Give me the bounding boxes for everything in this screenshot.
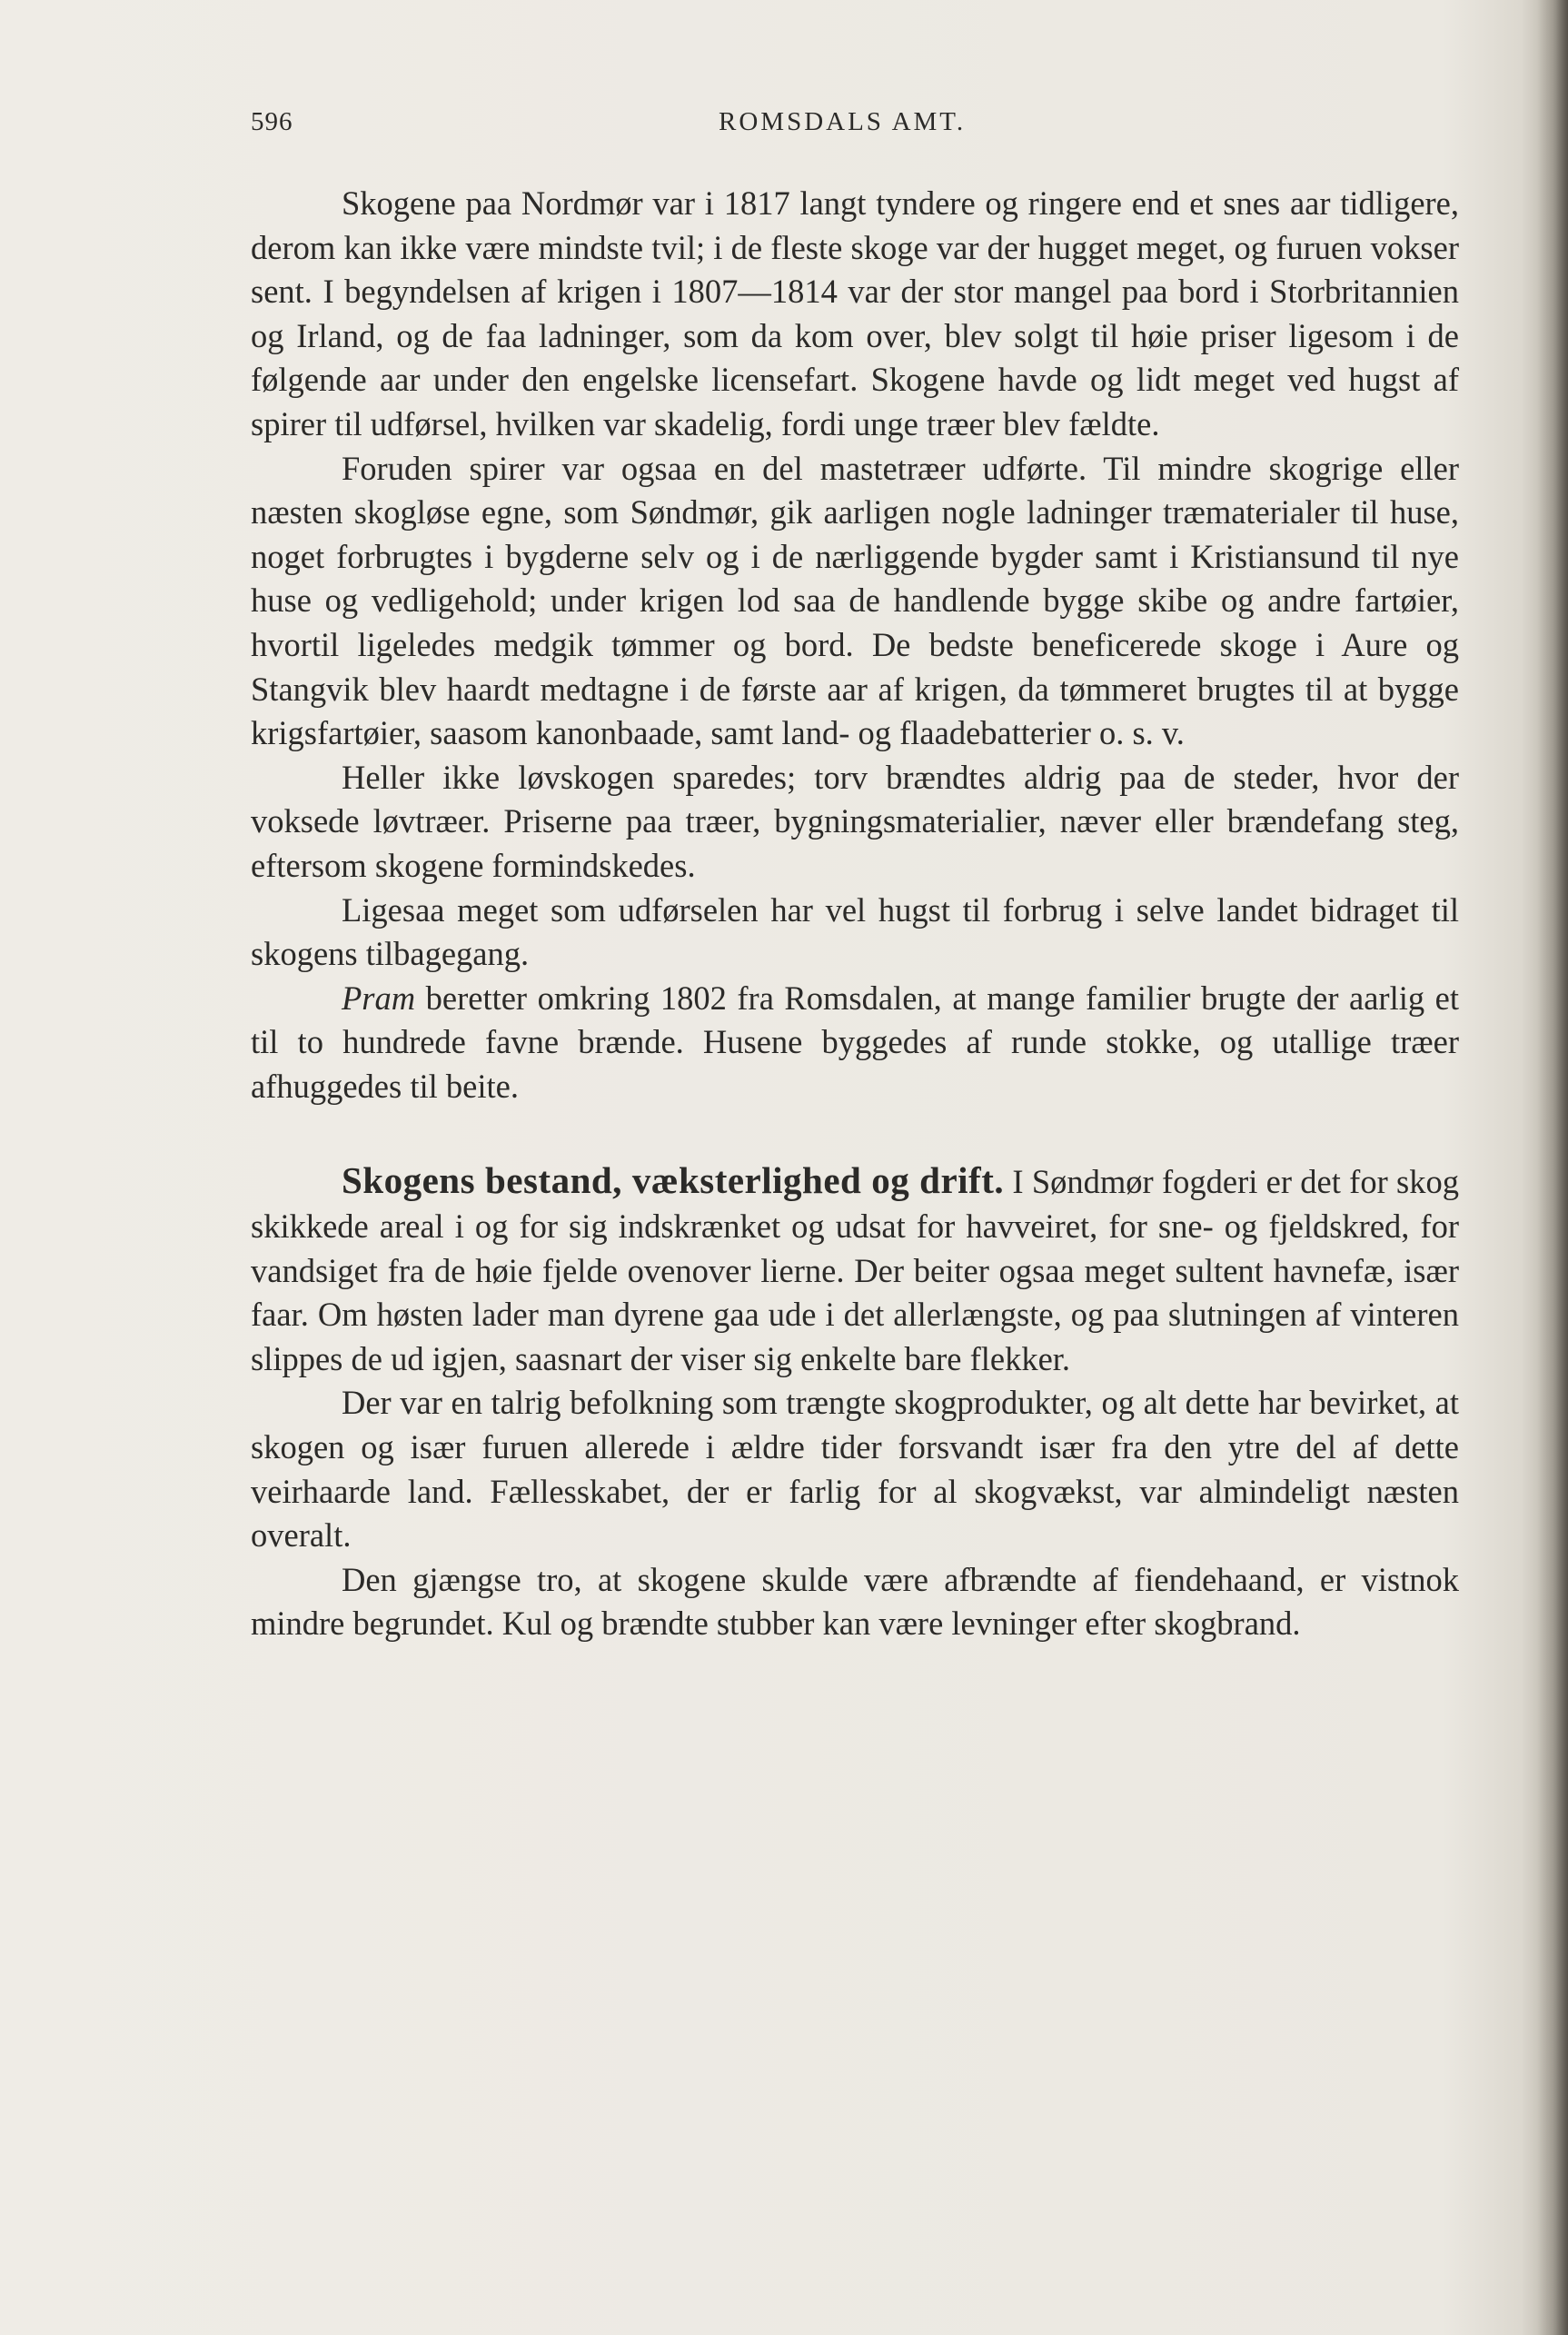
- page-binding-edge: [1537, 0, 1568, 2335]
- paragraph-pram: [251, 977, 1459, 1109]
- page-header: [251, 107, 1459, 147]
- paragraph: Heller ikke løvskogen sparedes; torv brændtes aldrig paa de steder, hvor der voksede løvtræer. Priserne paa træer, bygningsmaterialier, næver eller brændefang steg, eftersom skogene formindskedes.: [251, 758, 1459, 884]
- paragraph: Ligesaa meget som udførselen har vel hugst til forbrug i selve landet bidraget til skogens tilbagegang.: [251, 890, 1459, 973]
- paragraph-text: beretter omkring 1802 fra Romsdalen, at mange familier brugte der aarlig et til to hundrede favne brænde. Husene byggedes af runde stokke, og utallige træer afhuggedes til beite.: [251, 979, 1459, 1105]
- section-heading: Skogens bestand, væksterlighed og drift.: [342, 1159, 1005, 1202]
- running-head: ROMSDALS AMT.: [719, 107, 967, 136]
- section-first-paragraph: [251, 1158, 1459, 1381]
- page-number: 596: [251, 107, 293, 136]
- paragraph: Foruden spirer var ogsaa en del mastetræer udførte. Til mindre skogrige eller næsten skogløse egne, som Søndmør, gik aarligen nogle ladninger træmaterialer til huse, noget forbrugtes i bygderne selv og i de nærliggende bygder samt i Kristiansund til nye huse og vedligehold; under krigen lod saa de handlende bygge skibe og andre fartøier, hvortil ligeledes medgik tømmer og bord. De bedste beneficerede skoge i Aure og Stangvik blev haardt medtagne i de første aar af krigen, da tømmeret brugtes til at bygge krigsfartøier, saasom kanonbaade, samt land- og flaadebatterier o. s. v.: [251, 449, 1459, 752]
- body-text: [251, 182, 1459, 1646]
- author-name: Pram: [342, 979, 416, 1017]
- paragraph-text: I Søndmør fogderi er det for skog skikkede areal i og for sig indskrænket og udsat for havveiret, for sne- og fjeldskred, for vandsiget fra de høie fjelde ovenover lierne. Der beiter ogsaa meget sultent havnefæ, især faar. Om høsten lader man dyrene gaa ude i det allerlængste, og paa slutningen af vinteren slippes de ud igjen, saasnart der viser sig enkelte bare flekker.: [251, 1163, 1459, 1377]
- paragraph: Skogene paa Nordmør var i 1817 langt tyndere og ringere end et snes aar tidligere, derom kan ikke være mindste tvil; i de fleste skoge var der hugget meget, og furuen vokser sent. I begyndelsen af krigen i 1807—1814 var der stor mangel paa bord i Storbritannien og Irland, og de faa ladninger, som da kom over, blev solgt til høie priser ligesom i de følgende aar under den engelske licensefart. Skogene havde og lidt meget ved hugst af spirer til udførsel, hvilken var skadelig, fordi unge træer blev fældte.: [251, 184, 1459, 442]
- paragraph: Der var en talrig befolkning som trængte skogprodukter, og alt dette har bevirket, at skogen og især furuen allerede i ældre tider forsvandt især fra den ytre del af dette veirhaarde land. Fællesskabet, der er farlig for al skogvækst, var almindeligt næsten overalt.: [251, 1384, 1459, 1555]
- paragraph: Den gjængse tro, at skogene skulde være afbrændte af fiendehaand, er vistnok mindre begrundet. Kul og brændte stubber kan være levninger efter skogbrand.: [251, 1560, 1459, 1643]
